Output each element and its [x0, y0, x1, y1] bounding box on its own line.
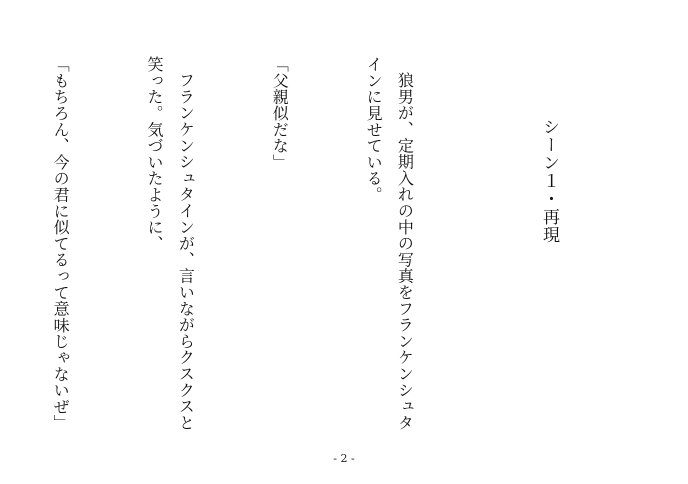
paragraph: フランケンシュタインが、言いながらクスクスと笑った。気づいたように、 — [145, 56, 196, 431]
page-number: - 2 - — [333, 452, 355, 465]
dialogue-line: 「もちろん、今の君に似てるって意味じゃないぜ」 — [51, 56, 71, 431]
body-text — [0, 56, 483, 446]
dialogue-line: 「父親似だな」 — [270, 56, 290, 171]
chapter-title: シーン１・再現 — [539, 118, 559, 244]
paragraph: 狼男が、定期入れの中の写真をフランケンシュタインに見せている。 — [364, 56, 415, 431]
